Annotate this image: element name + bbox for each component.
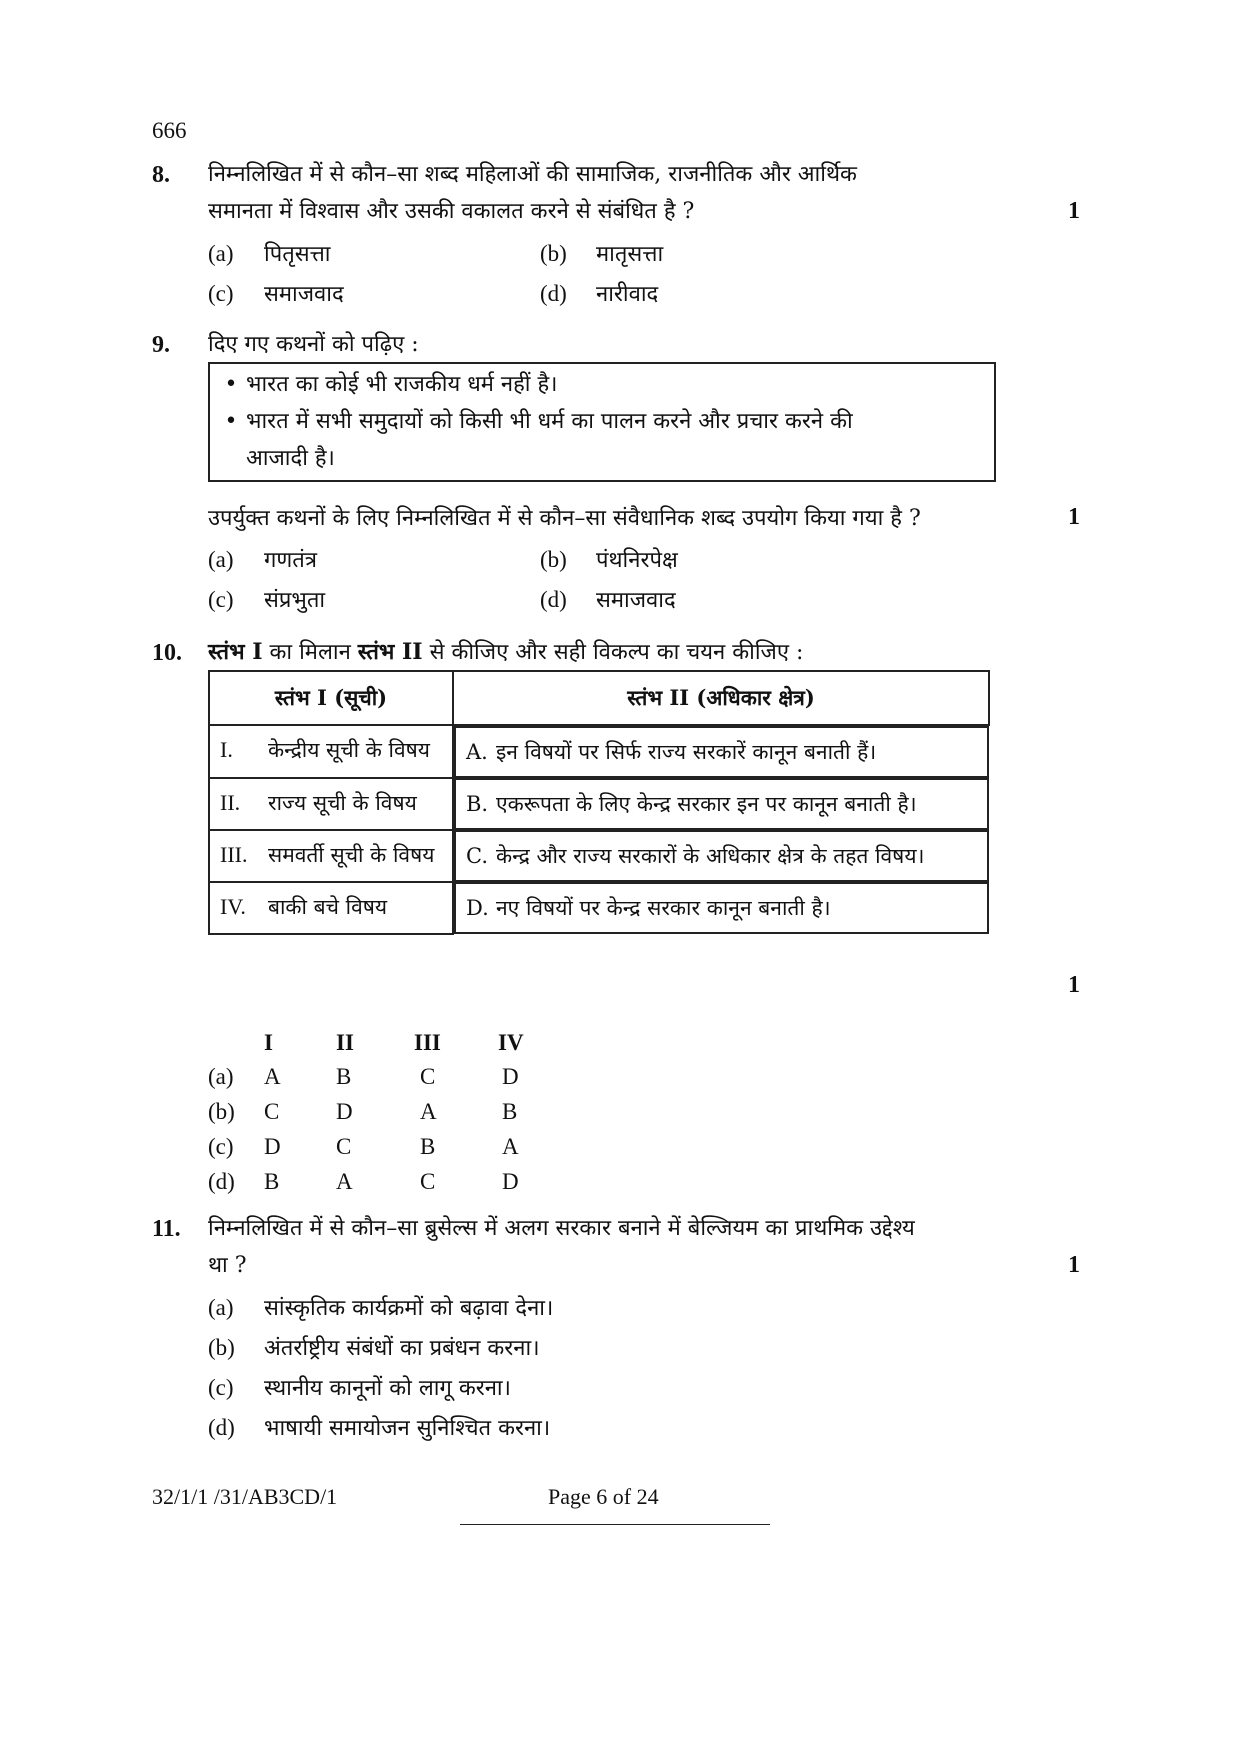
statement-1: • भारत का कोई भी राजकीय धर्म नहीं है। — [216, 366, 988, 403]
question-9-marks: 1 — [1068, 504, 1080, 530]
q8-option-c[interactable] — [208, 278, 344, 308]
statement-2-cont: आजादी है। — [246, 446, 335, 471]
column-2-cell: C. केन्द्र और राज्य सरकारों के अधिकार क्षेत्र के तहत विषय। — [454, 830, 989, 882]
q9-option-a[interactable] — [208, 544, 317, 574]
option-label: (a) — [208, 1295, 234, 1320]
paper-code: 32/1/1 /31/AB3CD/1 — [152, 1484, 338, 1509]
answer-cell: B — [264, 1169, 280, 1194]
answer-cell: C — [420, 1169, 436, 1194]
option-text: सांस्कृतिक कार्यक्रमों को बढ़ावा देना। — [264, 1296, 554, 1321]
option-text: स्थानीय कानूनों को लागू करना। — [264, 1376, 511, 1401]
question-11-marks: 1 — [1068, 1252, 1080, 1278]
option-text: समाजवाद — [264, 282, 344, 307]
answer-cell: C — [336, 1134, 352, 1159]
option-label: (c) — [208, 281, 234, 306]
table-row — [209, 725, 989, 778]
question-8-text — [208, 156, 1028, 230]
option-label: (d) — [540, 281, 567, 306]
answer-cell: C — [264, 1099, 280, 1124]
page-number: Page 6 of 24 — [548, 1484, 659, 1509]
option-label: (d) — [540, 587, 567, 612]
answer-b-label[interactable]: (b) — [208, 1099, 235, 1124]
question-10-text: स्तंभ I का मिलान स्तंभ II से कीजिए और सही विकल्प का चयन कीजिए : — [208, 639, 804, 665]
option-text: नारीवाद — [596, 282, 659, 307]
statements-box — [208, 362, 996, 482]
answer-cell: A — [502, 1134, 519, 1159]
q11-option-a[interactable] — [208, 1292, 553, 1322]
column-1-cell: IV. बाकी बचे विषय — [209, 882, 453, 934]
q11-option-b[interactable] — [208, 1332, 540, 1362]
q8-option-a[interactable] — [208, 238, 331, 268]
answer-header-iv: IV — [498, 1030, 524, 1055]
question-11-number: 11. — [152, 1216, 181, 1242]
question-9-text: उपर्युक्त कथनों के लिए निम्नलिखित में से कौन–सा संवैधानिक शब्द उपयोग किया गया है ? — [208, 506, 921, 531]
q11-option-d[interactable] — [208, 1412, 550, 1442]
option-label: (a) — [208, 241, 234, 266]
option-label: (a) — [208, 547, 234, 572]
option-text: मातृसत्ता — [596, 242, 664, 267]
answer-header-iii: III — [414, 1030, 441, 1055]
answer-options-grid — [208, 1030, 608, 1210]
question-11-line-1: निम्नलिखित में से कौन–सा ब्रुसेल्स में अलग सरकार बनाने में बेल्जियम का प्राथमिक उद्देश्य — [208, 1216, 915, 1241]
option-label: (c) — [208, 1375, 234, 1400]
q11-option-c[interactable] — [208, 1372, 511, 1402]
table-row — [209, 778, 989, 830]
question-11-text — [208, 1210, 1048, 1284]
answer-header-i: I — [264, 1030, 273, 1055]
answer-cell: B — [336, 1064, 352, 1089]
column-1-cell: III. समवर्ती सूची के विषय — [209, 830, 453, 882]
answer-cell: C — [420, 1064, 436, 1089]
column-1-cell: II. राज्य सूची के विषय — [209, 778, 453, 830]
option-text: समाजवाद — [596, 588, 676, 613]
q8-option-d[interactable] — [540, 278, 658, 308]
question-11-line-2: था ? — [208, 1253, 247, 1278]
page-code: 666 — [152, 118, 187, 143]
option-label: (b) — [540, 547, 567, 572]
answer-cell: A — [264, 1064, 281, 1089]
answer-cell: A — [336, 1169, 353, 1194]
option-text: अंतर्राष्ट्रीय संबंधों का प्रबंधन करना। — [264, 1336, 540, 1361]
option-text: गणतंत्र — [264, 548, 317, 573]
answer-cell: B — [502, 1099, 518, 1124]
col1-header: स्तंभ I (सूची) — [209, 671, 453, 725]
answer-cell: A — [420, 1099, 437, 1124]
footer-rule — [460, 1524, 770, 1525]
answer-cell: D — [336, 1099, 353, 1124]
option-label: (b) — [540, 241, 567, 266]
q9-option-b[interactable] — [540, 544, 678, 574]
q9-option-d[interactable] — [540, 584, 676, 614]
question-9-intro: दिए गए कथनों को पढ़िए : — [208, 332, 419, 357]
q9-option-c[interactable] — [208, 584, 325, 614]
option-label: (d) — [208, 1415, 235, 1440]
answer-cell: D — [502, 1064, 519, 1089]
option-text: पंथनिरपेक्ष — [596, 548, 678, 573]
option-text: भाषायी समायोजन सुनिश्चित करना। — [264, 1416, 551, 1441]
answer-header-ii: II — [336, 1030, 354, 1055]
table-header-row — [209, 671, 989, 725]
table-row — [209, 830, 989, 882]
answer-cell: B — [420, 1134, 436, 1159]
column-1-cell: I. केन्द्रीय सूची के विषय — [209, 725, 453, 778]
question-9-number: 9. — [152, 332, 170, 358]
bullet: • — [224, 409, 238, 434]
statement-2: • भारत में सभी समुदायों को किसी भी धर्म का पालन करने और प्रचार करने की — [216, 403, 988, 440]
table-row — [209, 882, 989, 934]
option-label: (b) — [208, 1335, 235, 1360]
question-8-number: 8. — [152, 162, 170, 188]
question-10-number: 10. — [152, 640, 182, 666]
match-table — [208, 670, 990, 935]
column-2-cell: A. इन विषयों पर सिर्फ राज्य सरकारें कानून बनाती हैं। — [454, 726, 989, 778]
answer-d-label[interactable]: (d) — [208, 1169, 235, 1194]
question-8-line-1: निम्नलिखित में से कौन–सा शब्द महिलाओं की सामाजिक, राजनीतिक और आर्थिक — [208, 162, 857, 187]
answer-a-label[interactable]: (a) — [208, 1064, 234, 1089]
question-8-marks: 1 — [1068, 198, 1080, 224]
bullet: • — [224, 372, 238, 397]
answer-c-label[interactable]: (c) — [208, 1134, 234, 1159]
column-2-cell: D. नए विषयों पर केन्द्र सरकार कानून बनाती है। — [454, 882, 989, 934]
q8-option-b[interactable] — [540, 238, 663, 268]
col2-header: स्तंभ II (अधिकार क्षेत्र) — [453, 671, 989, 725]
answer-cell: D — [502, 1169, 519, 1194]
question-8-line-2: समानता में विश्वास और उसकी वकालत करने से संबंधित है ? — [208, 199, 695, 224]
option-text: संप्रभुता — [264, 588, 326, 613]
answer-cell: D — [264, 1134, 281, 1159]
question-10-marks: 1 — [1068, 972, 1080, 998]
option-text: पितृसत्ता — [264, 242, 331, 267]
option-label: (c) — [208, 587, 234, 612]
column-2-cell: B. एकरूपता के लिए केन्द्र सरकार इन पर कानून बनाती है। — [454, 778, 989, 830]
